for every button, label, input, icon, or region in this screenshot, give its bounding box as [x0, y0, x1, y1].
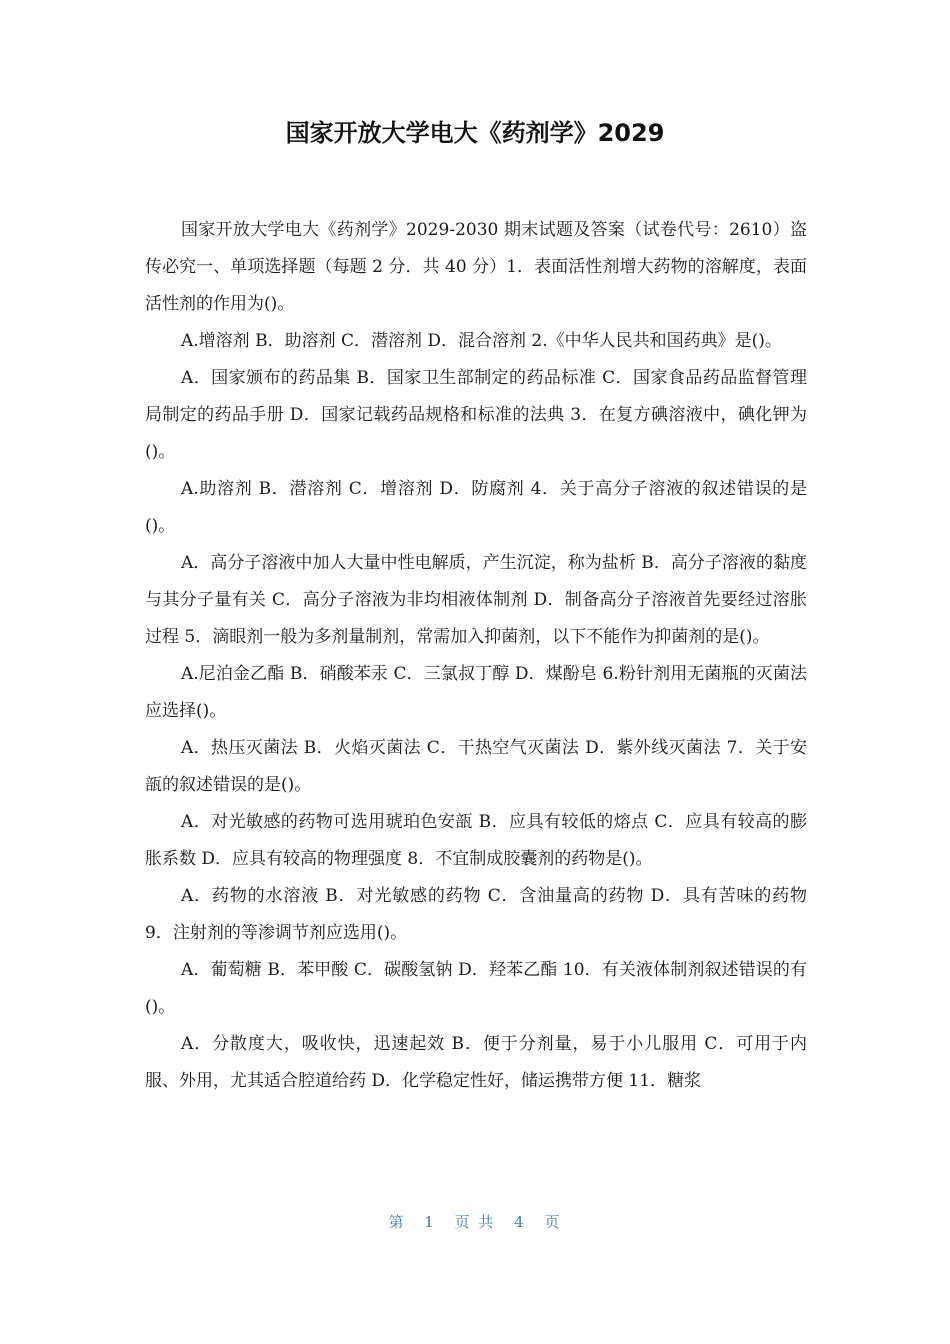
paragraph: A．高分子溶液中加人大量中性电解质，产生沉淀，称为盐析 B．高分子溶液的黏度与其分子量有关 C．高分子溶液为非均相液体制剂 D．制备高分子溶液首先要经过溶胀过程 5．滴眼剂一般为多剂量制剂，常需加入抑菌剂，以下不能作为抑菌剂的是()。: [145, 553, 807, 647]
footer-total-pages: 4: [514, 1213, 526, 1231]
document-title: 国家开放大学电大《药剂学》2029: [285, 119, 665, 147]
footer-middle: 页 共: [454, 1213, 496, 1231]
paragraph: A．对光敏感的药物可选用琥珀色安瓿 B．应具有较低的熔点 C．应具有较高的膨胀系数 D．应具有较高的物理强度 8．不宜制成胶囊剂的药物是()。: [145, 812, 807, 869]
paragraph: A．国家颁布的药品集 B．国家卫生部制定的药品标准 C．国家食品药品监督管理局制定的药品手册 D．国家记载药品规格和标准的法典 3．在复方碘溶液中，碘化钾为()。: [145, 368, 807, 462]
page-footer: [0, 1210, 950, 1234]
footer-prefix: 第: [388, 1213, 406, 1231]
paragraph: A．葡萄糖 B．苯甲酸 C．碳酸氢钠 D．羟苯乙酯 10．有关液体制剂叙述错误的有()。: [145, 960, 807, 1017]
paragraph: A.尼泊金乙酯 B．硝酸苯汞 C．三氯叔丁醇 D．煤酚皂 6.粉针剂用无菌瓶的灭菌法应选择()。: [145, 664, 807, 721]
document-body: [145, 212, 807, 1100]
footer-suffix: 页: [544, 1213, 562, 1231]
paragraph: A．热压灭菌法 B．火焰灭菌法 C．干热空气灭菌法 D．紫外线灭菌法 7．关于安瓿的叙述错误的是()。: [145, 738, 807, 795]
paragraph: A．药物的水溶液 B．对光敏感的药物 C．含油量高的药物 D．具有苦味的药物 9．注射剂的等渗调节剂应选用()。: [145, 886, 807, 943]
paragraph: A．分散度大，吸收快，迅速起效 B．便于分剂量，易于小儿服用 C．可用于内服、外用，尤其适合腔道给药 D．化学稳定性好，储运携带方便 11．糖浆: [145, 1034, 807, 1091]
footer-page-number: 1: [424, 1213, 436, 1231]
paragraph: A.增溶剂 B．助溶剂 C．潜溶剂 D．混合溶剂 2.《中华人民共和国药典》是()。: [181, 331, 782, 351]
paragraph: A.助溶剂 B．潜溶剂 C．增溶剂 D．防腐剂 4．关于高分子溶液的叙述错误的是()。: [145, 479, 807, 536]
paragraph: 国家开放大学电大《药剂学》2029-2030 期末试题及答案（试卷代号：2610）盗传必究一、单项选择题（每题 2 分．共 40 分）1．表面活性剂增大药物的溶解度，表面活性剂的作用为()。: [145, 220, 807, 314]
